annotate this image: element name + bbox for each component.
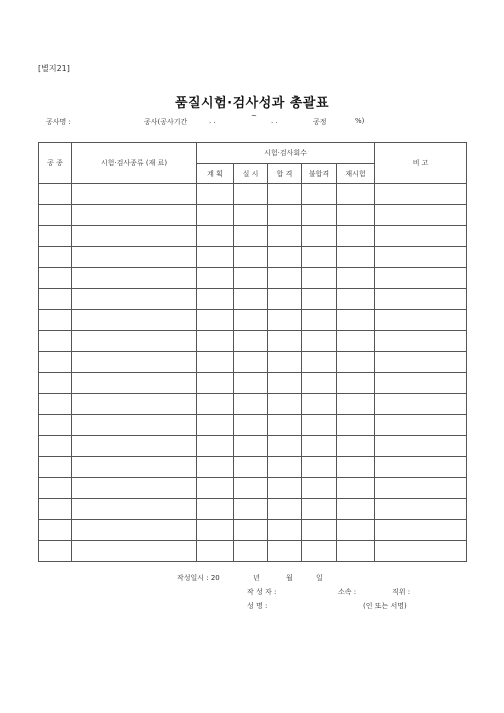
table-cell (375, 520, 467, 541)
table-cell (72, 184, 197, 205)
table-cell (39, 541, 72, 562)
table-cell (197, 184, 234, 205)
table-cell (72, 268, 197, 289)
table-cell (197, 373, 234, 394)
table-cell (337, 310, 375, 331)
table-cell (302, 520, 337, 541)
table-cell (234, 205, 268, 226)
header-fail: 불합격 (302, 164, 337, 184)
table-cell (302, 457, 337, 478)
table-cell (268, 247, 302, 268)
table-cell (72, 226, 197, 247)
table-cell (375, 478, 467, 499)
table-row (39, 310, 467, 331)
table-cell (302, 478, 337, 499)
table-cell (268, 331, 302, 352)
form-tag: [별지21] (38, 64, 70, 73)
table-cell (268, 457, 302, 478)
table-cell (302, 247, 337, 268)
table-cell (302, 352, 337, 373)
table-row (39, 331, 467, 352)
table-cell (197, 268, 234, 289)
table-cell (337, 520, 375, 541)
period-dots-end: . . (271, 117, 278, 125)
progress-label: 공정 (313, 118, 327, 126)
table-cell (302, 394, 337, 415)
table-cell (375, 457, 467, 478)
table-cell (337, 205, 375, 226)
table-cell (234, 499, 268, 520)
header-pass: 합 격 (268, 164, 302, 184)
table-cell (39, 268, 72, 289)
table-cell (39, 247, 72, 268)
table-cell (302, 541, 337, 562)
table-cell (39, 499, 72, 520)
header-category: 공 종 (39, 143, 72, 184)
header-done: 실 시 (234, 164, 268, 184)
table-cell (197, 436, 234, 457)
table-row (39, 247, 467, 268)
table-cell (39, 415, 72, 436)
table-row (39, 436, 467, 457)
table-cell (337, 541, 375, 562)
sign-note: (인 또는 서명) (363, 602, 407, 610)
table-cell (268, 352, 302, 373)
name-label: 성 명 : (247, 602, 268, 610)
period-dots-start: . . (209, 117, 216, 125)
table-cell (72, 457, 197, 478)
table-row (39, 499, 467, 520)
date-month: 월 (286, 574, 293, 582)
table-cell (72, 499, 197, 520)
table-cell (337, 352, 375, 373)
table-cell (39, 226, 72, 247)
header-remarks: 비 고 (375, 143, 467, 184)
table-cell (72, 415, 197, 436)
table-cell (72, 352, 197, 373)
table-cell (302, 268, 337, 289)
table-cell (375, 352, 467, 373)
table-cell (234, 457, 268, 478)
table-cell (337, 268, 375, 289)
table-cell (337, 373, 375, 394)
table-cell (197, 457, 234, 478)
table-cell (72, 436, 197, 457)
table-cell (39, 310, 72, 331)
table-cell (234, 247, 268, 268)
table-cell (39, 331, 72, 352)
table-cell (268, 205, 302, 226)
header-test-type: 시험·검사종류 (재 료) (72, 143, 197, 184)
table-row (39, 373, 467, 394)
table-cell (375, 226, 467, 247)
table-cell (337, 394, 375, 415)
table-cell (337, 331, 375, 352)
table-cell (375, 205, 467, 226)
header-count-group: 시험·검사회수 (197, 143, 375, 164)
table-cell (268, 289, 302, 310)
table-row (39, 205, 467, 226)
table-cell (268, 520, 302, 541)
table-cell (72, 289, 197, 310)
header-plan: 계 획 (197, 164, 234, 184)
table-cell (197, 247, 234, 268)
table-cell (302, 415, 337, 436)
table-cell (337, 478, 375, 499)
table-cell (302, 289, 337, 310)
table-cell (375, 331, 467, 352)
table-cell (268, 499, 302, 520)
table-cell (375, 184, 467, 205)
table-cell (268, 268, 302, 289)
table-cell (337, 184, 375, 205)
table-cell (268, 436, 302, 457)
table-cell (337, 247, 375, 268)
table-cell (39, 478, 72, 499)
table-cell (337, 499, 375, 520)
table-cell (234, 289, 268, 310)
table-cell (39, 373, 72, 394)
date-day: 일 (316, 574, 323, 582)
table-cell (375, 247, 467, 268)
project-name-label: 공사명 : (46, 118, 71, 126)
position-label: 직위 : (392, 588, 411, 596)
table-cell (234, 436, 268, 457)
table-cell (375, 289, 467, 310)
table-cell (39, 457, 72, 478)
table-cell (375, 436, 467, 457)
table-cell (72, 541, 197, 562)
table-cell (375, 415, 467, 436)
table-cell (197, 226, 234, 247)
table-row (39, 457, 467, 478)
progress-unit: %) (355, 117, 365, 125)
table-cell (302, 310, 337, 331)
date-year: 년 (253, 574, 260, 582)
table-cell (268, 226, 302, 247)
date-label: 작성일시 : 20 (177, 574, 220, 582)
table-cell (234, 541, 268, 562)
table-cell (197, 331, 234, 352)
table-cell (197, 499, 234, 520)
table-cell (268, 541, 302, 562)
table-cell (197, 310, 234, 331)
table-cell (302, 436, 337, 457)
table-cell (72, 205, 197, 226)
table-cell (302, 373, 337, 394)
table-cell (234, 520, 268, 541)
table-cell (197, 415, 234, 436)
table-cell (234, 373, 268, 394)
table-row (39, 415, 467, 436)
period-label: 공사(공사기간 (144, 118, 188, 126)
table-cell (234, 226, 268, 247)
table-cell (337, 289, 375, 310)
table-cell (39, 289, 72, 310)
table-cell (197, 289, 234, 310)
table-cell (375, 310, 467, 331)
table-cell (234, 415, 268, 436)
table-cell (39, 436, 72, 457)
table-cell (39, 520, 72, 541)
table-cell (337, 436, 375, 457)
table-cell (234, 331, 268, 352)
document-title: 품질시험·검사성과 총괄표 (174, 96, 330, 111)
table-cell (39, 205, 72, 226)
table-cell (375, 268, 467, 289)
table-cell (337, 415, 375, 436)
table-cell (72, 520, 197, 541)
table-cell (375, 499, 467, 520)
dept-label: 소속 : (338, 588, 357, 596)
table-cell (72, 247, 197, 268)
table-cell (268, 415, 302, 436)
summary-table (38, 142, 467, 562)
table-cell (302, 331, 337, 352)
header-retest: 재시험 (337, 164, 375, 184)
table-cell (72, 310, 197, 331)
author-label: 작 성 자 : (247, 588, 277, 596)
table-cell (197, 394, 234, 415)
table-cell (268, 478, 302, 499)
table-cell (197, 541, 234, 562)
table-row (39, 541, 467, 562)
table-cell (39, 352, 72, 373)
table-cell (302, 205, 337, 226)
table-row (39, 184, 467, 205)
table-cell (234, 184, 268, 205)
table-row (39, 226, 467, 247)
table-cell (197, 352, 234, 373)
table-cell (268, 310, 302, 331)
table-cell (72, 394, 197, 415)
table-cell (234, 478, 268, 499)
table-cell (234, 352, 268, 373)
table-cell (72, 373, 197, 394)
table-cell (268, 184, 302, 205)
table-cell (268, 394, 302, 415)
table-cell (234, 310, 268, 331)
table-cell (375, 373, 467, 394)
table-row (39, 289, 467, 310)
table-cell (197, 478, 234, 499)
table-cell (337, 457, 375, 478)
table-cell (39, 184, 72, 205)
table-cell (72, 331, 197, 352)
table-row (39, 478, 467, 499)
table-cell (72, 478, 197, 499)
table-cell (375, 541, 467, 562)
table-cell (234, 394, 268, 415)
table-cell (39, 394, 72, 415)
table-row (39, 394, 467, 415)
table-cell (337, 226, 375, 247)
table-row (39, 520, 467, 541)
table-cell (268, 373, 302, 394)
table-row (39, 268, 467, 289)
table-cell (234, 268, 268, 289)
table-cell (302, 184, 337, 205)
table-cell (197, 205, 234, 226)
table-cell (375, 394, 467, 415)
table-cell (302, 226, 337, 247)
table-cell (197, 520, 234, 541)
table-row (39, 352, 467, 373)
period-tilde: ~ (251, 112, 257, 120)
table-cell (302, 499, 337, 520)
